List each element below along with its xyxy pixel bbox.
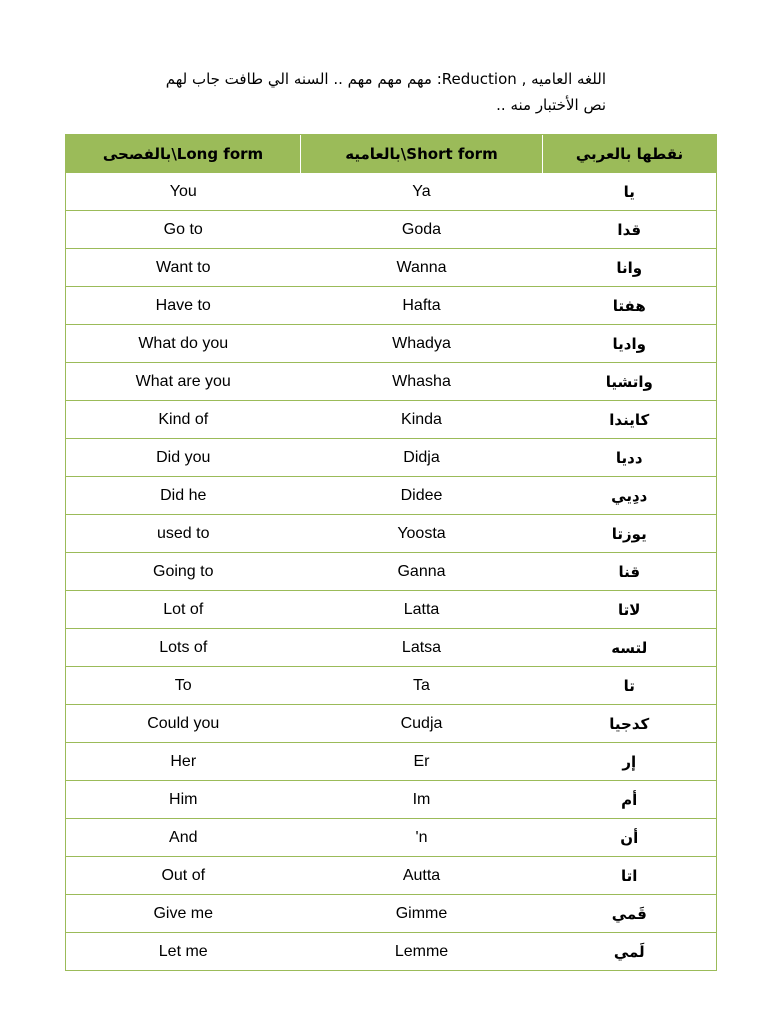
cell-long-form: To [66, 667, 301, 705]
cell-short-form: Kinda [301, 401, 543, 439]
table-row [66, 667, 717, 705]
cell-short-form: Didja [301, 439, 543, 477]
cell-long-form: Did he [66, 477, 301, 515]
cell-long-form: used to [66, 515, 301, 553]
cell-short-form: Wanna [301, 249, 543, 287]
header-long-form: بالفصحى\Long form [66, 135, 301, 174]
reductions-table [65, 134, 717, 971]
table-row [66, 857, 717, 895]
cell-long-form: Go to [66, 211, 301, 249]
table-row [66, 629, 717, 667]
cell-arabic: قَمي [543, 895, 717, 933]
table-body [66, 173, 717, 971]
cell-arabic: كايندا [543, 401, 717, 439]
cell-long-form: And [66, 819, 301, 857]
cell-short-form: Didee [301, 477, 543, 515]
intro-paragraph: اللغه العاميه , Reduction: مهم مهم مهم .. السنه الي طافت جاب لهم نص الأختبار منه .. [165, 70, 606, 114]
cell-arabic: يوزتا [543, 515, 717, 553]
cell-long-form: Could you [66, 705, 301, 743]
cell-short-form: Im [301, 781, 543, 819]
cell-arabic: اتا [543, 857, 717, 895]
cell-short-form: Er [301, 743, 543, 781]
table-row [66, 553, 717, 591]
cell-arabic: لاتا [543, 591, 717, 629]
cell-arabic: لَمي [543, 933, 717, 971]
cell-short-form: Cudja [301, 705, 543, 743]
table-row [66, 591, 717, 629]
table-row [66, 781, 717, 819]
cell-long-form: Did you [66, 439, 301, 477]
cell-arabic: كدجيا [543, 705, 717, 743]
cell-long-form: Lot of [66, 591, 301, 629]
cell-long-form: Going to [66, 553, 301, 591]
table-row [66, 249, 717, 287]
table-row [66, 363, 717, 401]
header-short-form: بالعاميه\Short form [301, 135, 543, 174]
cell-short-form: Whadya [301, 325, 543, 363]
cell-short-form: Latta [301, 591, 543, 629]
cell-short-form: Latsa [301, 629, 543, 667]
cell-long-form: What are you [66, 363, 301, 401]
cell-arabic: يا [543, 173, 717, 211]
cell-long-form: What do you [66, 325, 301, 363]
cell-short-form: Lemme [301, 933, 543, 971]
cell-long-form: You [66, 173, 301, 211]
cell-arabic: أم [543, 781, 717, 819]
table-row [66, 515, 717, 553]
cell-short-form: Whasha [301, 363, 543, 401]
cell-arabic: إر [543, 743, 717, 781]
cell-long-form: Him [66, 781, 301, 819]
cell-short-form: Goda [301, 211, 543, 249]
cell-long-form: Give me [66, 895, 301, 933]
table-row [66, 325, 717, 363]
table-row [66, 705, 717, 743]
cell-long-form: Her [66, 743, 301, 781]
table-row [66, 211, 717, 249]
cell-long-form: Want to [66, 249, 301, 287]
cell-arabic: تا [543, 667, 717, 705]
cell-short-form: Hafta [301, 287, 543, 325]
table-header-row [66, 135, 717, 174]
cell-short-form: Yoosta [301, 515, 543, 553]
table-row [66, 895, 717, 933]
table-row [66, 819, 717, 857]
table-row [66, 439, 717, 477]
table-row [66, 287, 717, 325]
table-row [66, 173, 717, 211]
header-arabic: نقطها بالعربي [543, 135, 717, 174]
table-row [66, 477, 717, 515]
cell-short-form: Autta [301, 857, 543, 895]
cell-arabic: دديا [543, 439, 717, 477]
cell-long-form: Have to [66, 287, 301, 325]
cell-long-form: Lots of [66, 629, 301, 667]
cell-arabic: وانا [543, 249, 717, 287]
table-row [66, 743, 717, 781]
cell-short-form: Ya [301, 173, 543, 211]
cell-arabic: قنا [543, 553, 717, 591]
cell-short-form: 'n [301, 819, 543, 857]
cell-arabic: هفتا [543, 287, 717, 325]
table-row [66, 933, 717, 971]
table-row [66, 401, 717, 439]
cell-arabic: قدا [543, 211, 717, 249]
cell-arabic: ددِيي [543, 477, 717, 515]
cell-long-form: Out of [66, 857, 301, 895]
cell-long-form: Kind of [66, 401, 301, 439]
cell-short-form: Ta [301, 667, 543, 705]
cell-arabic: أن [543, 819, 717, 857]
cell-short-form: Gimme [301, 895, 543, 933]
cell-arabic: لتسه [543, 629, 717, 667]
cell-arabic: واديا [543, 325, 717, 363]
cell-long-form: Let me [66, 933, 301, 971]
cell-short-form: Ganna [301, 553, 543, 591]
cell-arabic: واتشيا [543, 363, 717, 401]
